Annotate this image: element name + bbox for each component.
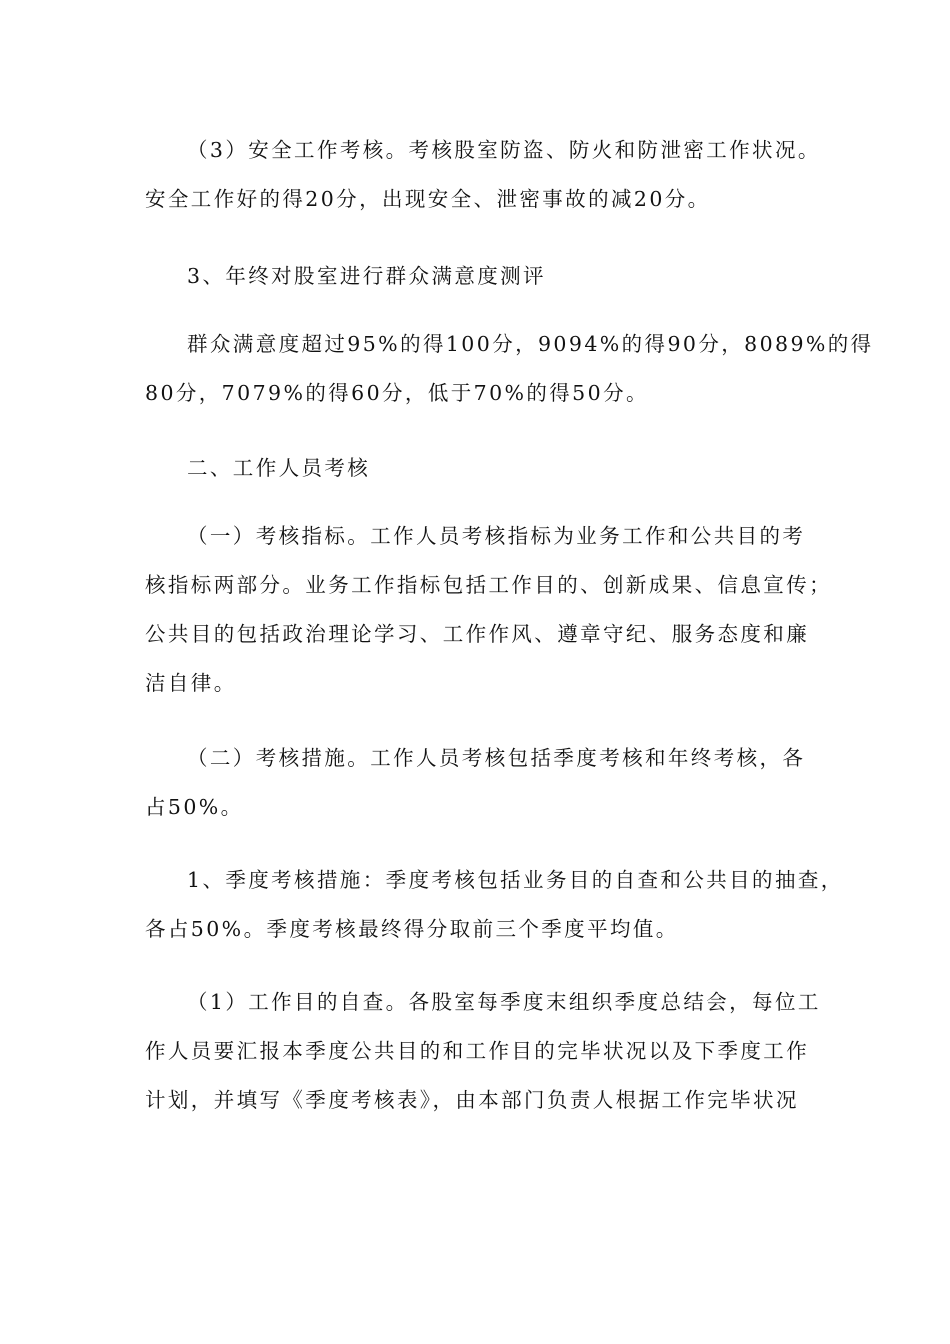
text-line: （3）安全工作考核。考核股室防盗、防火和防泄密工作状况。 xyxy=(187,138,821,162)
text-line: 作人员要汇报本季度公共目的和工作目的完毕状况以及下季度工作 xyxy=(145,1039,810,1063)
paragraph-safety-assessment xyxy=(145,126,821,224)
text-line: （二）考核措施。工作人员考核包括季度考核和年终考核，各 xyxy=(187,746,806,770)
paragraph-satisfaction-heading xyxy=(145,252,805,301)
paragraph-quarterly-measures xyxy=(145,856,844,954)
text-line: （1）工作目的自查。各股室每季度末组织季度总结会，每位工 xyxy=(187,990,821,1014)
text-line: 80分，7079%的得60分，低于70%的得50分。 xyxy=(145,381,649,405)
text-line: 各占50%。季度考核最终得分取前三个季度平均值。 xyxy=(145,917,679,941)
text-line: 洁自律。 xyxy=(145,671,237,695)
paragraph-indicators xyxy=(145,512,832,708)
paragraph-self-check xyxy=(145,978,821,1125)
text-line: 占50%。 xyxy=(145,795,244,819)
paragraph-staff-heading xyxy=(145,444,805,493)
section-heading: 3、年终对股室进行群众满意度测评 xyxy=(187,264,546,288)
section-heading: 二、工作人员考核 xyxy=(187,456,371,480)
text-line: 计划，并填写《季度考核表》，由本部门负责人根据工作完毕状况 xyxy=(145,1088,799,1112)
text-line: 1、季度考核措施：季度考核包括业务目的自查和公共目的抽查， xyxy=(187,868,844,892)
text-line: 群众满意度超过95%的得100分，9094%的得90分，8089%的得 xyxy=(187,332,874,356)
paragraph-satisfaction-scores xyxy=(145,320,874,418)
text-line: 安全工作好的得20分，出现安全、泄密事故的减20分。 xyxy=(145,187,711,211)
text-line: 公共目的包括政治理论学习、工作作风、遵章守纪、服务态度和廉 xyxy=(145,622,810,646)
text-line: （一）考核指标。工作人员考核指标为业务工作和公共目的考 xyxy=(187,524,806,548)
paragraph-measures xyxy=(145,734,805,832)
text-line: 核指标两部分。业务工作指标包括工作目的、创新成果、信息宣传； xyxy=(145,573,832,597)
